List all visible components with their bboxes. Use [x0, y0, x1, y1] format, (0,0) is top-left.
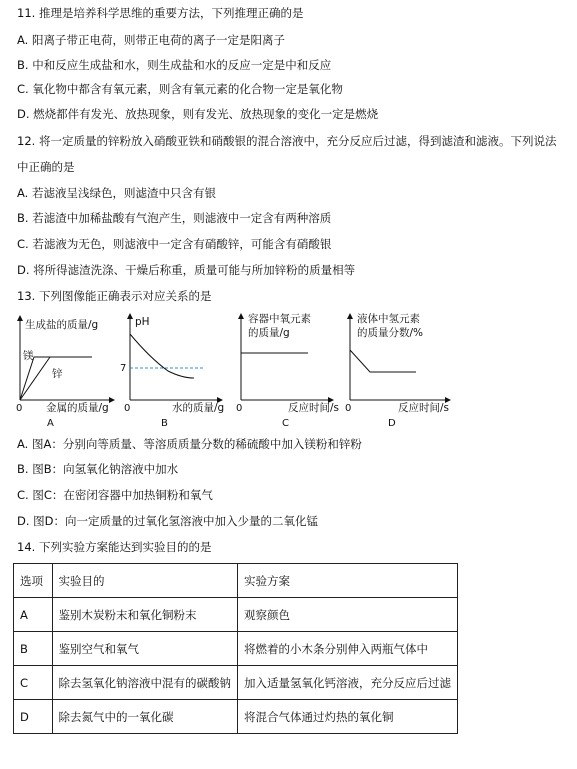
q12-stem-line1: 12. 将一定质量的锌粉放入硝酸亚铁和硝酸银的混合溶液中，充分反应后过滤，得到滤渣和滤液。下列说法 [17, 134, 557, 148]
q13-graphs [0, 308, 577, 433]
q12-option-c: C. 若滤液为无色，则滤液中一定含有硝酸锌，可能含有硝酸银 [17, 237, 332, 251]
q11-option-a: A. 阳离子带正电荷，则带正电荷的离子一定是阳离子 [17, 33, 285, 47]
q13-option-b: B. 图B：向氢氧化钠溶液中加水 [17, 462, 179, 476]
graph-a [16, 316, 114, 429]
q11-stem: 11. 推理是培养科学思维的重要方法，下列推理正确的是 [17, 6, 304, 20]
graph-c-xlabel: 反应时间/s [288, 402, 340, 414]
q13-option-d: D. 图D：向一定质量的过氧化氢溶液中加入少量的二氧化锰 [17, 514, 319, 528]
graph-a-line-zn [20, 357, 50, 400]
graph-a-caption: A [47, 418, 54, 429]
graph-d-ylabel-2: 的质量分数/% [357, 327, 424, 339]
graph-a-label-zn: 锌 [52, 368, 63, 380]
q12-option-b: B. 若滤渣中加稀盐酸有气泡产生，则滤液中一定含有两种溶质 [17, 211, 332, 225]
row-b-plan: 将燃着的小木条分别伸入两瓶气体中 [238, 632, 458, 666]
graph-b-origin: 0 [124, 403, 131, 414]
row-b-purpose: 鉴别空气和氧气 [52, 632, 238, 666]
table-header-row [14, 564, 458, 598]
header-purpose: 实验目的 [52, 564, 238, 598]
table-row [14, 632, 458, 666]
graph-d-origin: 0 [345, 403, 352, 414]
graph-a-origin: 0 [16, 403, 23, 414]
graph-b-caption: B [161, 418, 168, 429]
graph-b-curve [130, 334, 194, 378]
q14-table [13, 563, 458, 734]
row-c-plan: 加入适量氢氧化钙溶液，充分反应后过滤 [238, 666, 458, 700]
q14-stem: 14. 下列实验方案能达到实验目的的是 [17, 540, 212, 554]
row-a-purpose: 鉴别木炭粉末和氧化铜粉末 [52, 598, 238, 632]
q12-stem-line2: 中正确的是 [17, 160, 75, 174]
graph-c [236, 312, 339, 429]
graph-b-tick-7: 7 [120, 363, 127, 374]
table-row [14, 598, 458, 632]
row-d-purpose: 除去氮气中的一氧化碳 [52, 700, 238, 734]
graph-b [120, 314, 224, 429]
row-d-plan: 将混合气体通过灼热的氧化铜 [238, 700, 458, 734]
graph-c-ylabel-2: 的质量/g [248, 327, 290, 339]
row-b-option: B [14, 632, 53, 666]
table-row [14, 700, 458, 734]
graph-a-xlabel: 金属的质量/g [46, 402, 109, 414]
graph-d-line [350, 350, 416, 372]
graph-c-origin: 0 [236, 403, 243, 414]
row-c-option: C [14, 666, 53, 700]
header-plan: 实验方案 [238, 564, 458, 598]
q13-option-c: C. 图C：在密闭容器中加热铜粉和氧气 [17, 488, 213, 502]
q11-option-b: B. 中和反应生成盐和水，则生成盐和水的反应一定是中和反应 [17, 58, 332, 72]
row-d-option: D [14, 700, 53, 734]
graph-d [345, 312, 450, 429]
graph-d-xlabel: 反应时间/s [398, 402, 450, 414]
q11-option-d: D. 燃烧都伴有发光、放热现象，则有发光、放热现象的变化一定是燃烧 [17, 107, 379, 121]
row-c-purpose: 除去氢氧化钠溶液中混有的碳酸钠 [52, 666, 238, 700]
graph-c-caption: C [282, 418, 289, 429]
q13-stem: 13. 下列图像能正确表示对应关系的是 [17, 289, 212, 303]
graph-b-xlabel: 水的质量/g [172, 402, 225, 414]
q12-option-a: A. 若滤液呈浅绿色，则滤渣中只含有银 [17, 186, 216, 200]
graph-a-label-mg: 镁 [23, 350, 34, 362]
row-a-plan: 观察颜色 [238, 598, 458, 632]
table-row [14, 666, 458, 700]
graph-d-caption: D [388, 418, 396, 429]
graph-c-ylabel-1: 容器中氧元素 [248, 313, 311, 325]
graph-d-ylabel-1: 液体中氢元素 [357, 313, 420, 325]
q13-option-a: A. 图A：分别向等质量、等溶质质量分数的稀硫酸中加入镁粉和锌粉 [17, 437, 362, 451]
q12-option-d: D. 将所得滤渣洗涤、干燥后称重，质量可能与所加锌粉的质量相等 [17, 263, 356, 277]
graph-b-ylabel: pH [135, 316, 150, 328]
row-a-option: A [14, 598, 53, 632]
q11-option-c: C. 氧化物中都含有氧元素，则含有氧元素的化合物一定是氧化物 [17, 82, 343, 96]
graph-a-ylabel: 生成盐的质量/g [25, 319, 99, 331]
header-option: 选项 [14, 564, 53, 598]
